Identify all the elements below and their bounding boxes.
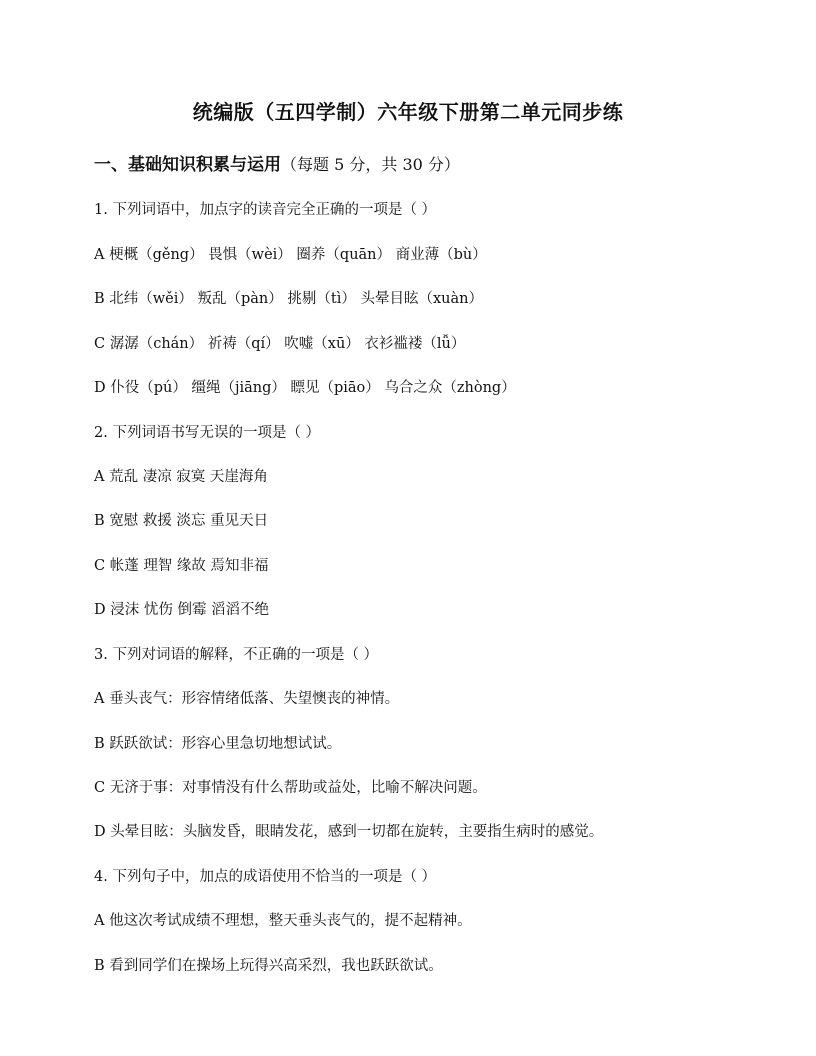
question-3: 3. 下列对词语的解释，不正确的一项是（ ） <box>94 647 379 663</box>
q3-option-c: C 无济于事：对事情没有什么帮助或益处，比喻不解决问题。 <box>94 780 487 796</box>
section-heading <box>94 150 460 175</box>
q2-option-a: A 荒乱 凄凉 寂寞 天崖海角 <box>94 469 268 485</box>
q1-option-d: D 仆役（pú） 缰绳（jiāng） 瞟见（piāo） 乌合之众（zhòng） <box>94 380 516 396</box>
section-heading-main: 一、基础知识积累与运用 <box>94 155 281 175</box>
q2-option-d: D 浸沫 忧伤 倒霉 滔滔不绝 <box>94 602 270 618</box>
q2-option-b: B 宽慰 救援 淡忘 重见天日 <box>94 513 269 529</box>
question-4: 4. 下列句子中，加点的成语使用不恰当的一项是（ ） <box>94 869 437 885</box>
q3-option-a: A 垂头丧气：形容情绪低落、失望懊丧的神情。 <box>94 691 400 707</box>
q1-option-a: A 梗概（gěng） 畏惧（wèi） 圈养（quān） 商业薄（bù） <box>94 247 487 263</box>
section-heading-note: （每题 5 分，共 30 分） <box>281 155 460 174</box>
question-2: 2. 下列词语书写无误的一项是（ ） <box>94 425 321 441</box>
question-1: 1. 下列词语中，加点字的读音完全正确的一项是（ ） <box>94 202 437 218</box>
q1-option-b: B 北纬（wěi） 叛乱（pàn） 挑剔（tì） 头晕目眩（xuàn） <box>94 291 483 307</box>
q4-option-b: B 看到同学们在操场上玩得兴高采烈，我也跃跃欲试。 <box>94 958 443 974</box>
q2-option-c: C 帐蓬 理智 缘故 焉知非福 <box>94 558 269 574</box>
q3-option-b: B 跃跃欲试：形容心里急切地想试试。 <box>94 736 342 752</box>
q1-option-c: C 潺潺（chán） 祈祷（qí） 吹嘘（xū） 衣衫褴褛（lǚ） <box>94 336 466 352</box>
q4-option-a: A 他这次考试成绩不理想，整天垂头丧气的，提不起精神。 <box>94 913 472 929</box>
document-title: 统编版（五四学制）六年级下册第二单元同步练 <box>192 100 624 124</box>
q3-option-d: D 头晕目眩：头脑发昏，眼睛发花，感到一切都在旋转，主要指生病时的感觉。 <box>94 824 604 840</box>
